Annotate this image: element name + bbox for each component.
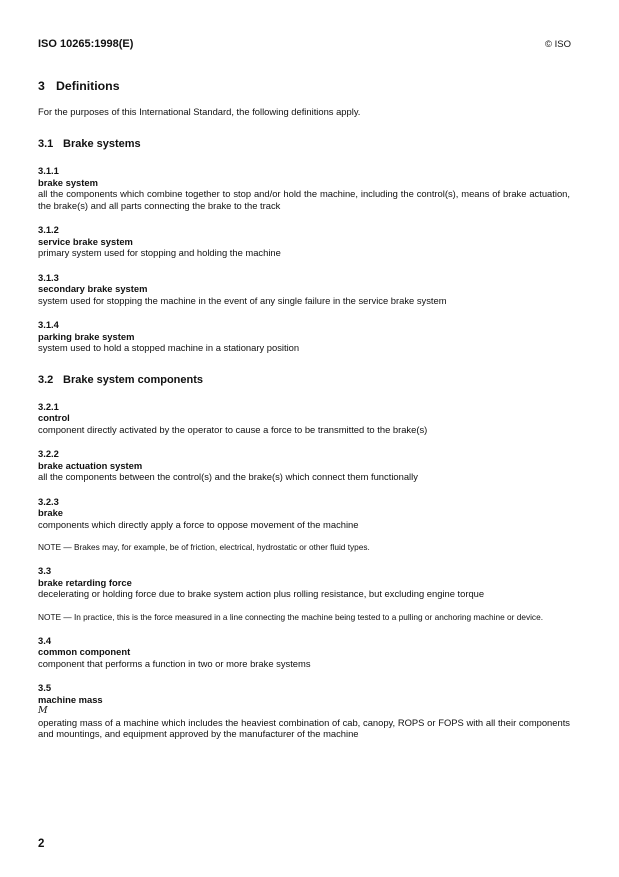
entry-definition: system used for stopping the machine in the event of any single failure in the service brake system xyxy=(38,294,447,306)
page-number: 2 xyxy=(38,838,45,850)
entry-term: brake xyxy=(38,507,64,518)
definition-entry xyxy=(38,635,570,670)
definition-entry xyxy=(38,565,570,600)
note-text: NOTE — Brakes may, for example, be of friction, electrical, hydrostatic or other fluid types. xyxy=(38,542,370,552)
entry-term: brake system xyxy=(38,176,98,188)
definition-entry xyxy=(38,682,570,740)
entry-number: 3.1.2 xyxy=(38,224,59,235)
entry-number: 3.1.1 xyxy=(38,165,59,176)
definition-entry xyxy=(38,496,570,531)
entry-number: 3.1.4 xyxy=(38,319,59,330)
entry-symbol: M xyxy=(38,705,48,716)
definition-entry xyxy=(38,401,570,436)
section-number: 3.1 xyxy=(38,138,54,150)
entry-term: common component xyxy=(38,646,131,657)
entry-term: control xyxy=(38,412,70,423)
entry-number: 3.2.3 xyxy=(38,495,59,507)
page-content xyxy=(38,78,570,740)
note-text: NOTE — In practice, this is the force measured in a line connecting the machine being tested to a pulling or anchoring machine or device. xyxy=(38,611,544,622)
entry-number: 3.4 xyxy=(38,634,52,646)
clause-number: 3 xyxy=(38,79,45,93)
page-header xyxy=(38,38,571,52)
document-id: ISO 10265:1998(E) xyxy=(38,38,134,50)
section-title: Brake system components xyxy=(63,373,203,386)
definition-entry xyxy=(38,272,570,307)
entry-definition: component directly activated by the operator to cause a force to be transmitted to the brake(s) xyxy=(38,423,428,435)
definition-entry xyxy=(38,165,570,211)
section-heading xyxy=(38,137,570,151)
entry-definition: primary system used for stopping and holding the machine xyxy=(38,247,281,258)
entry-number: 3.2.2 xyxy=(38,448,59,459)
entry-number: 3.1.3 xyxy=(38,271,59,283)
entry-definition: operating mass of a machine which includes the heaviest combination of cab, canopy, ROPS or FOPS with all their components and mountings, and equipment approved by the manufacturer of the machine xyxy=(38,716,570,739)
clause-title: Definitions xyxy=(56,79,120,93)
entry-number: 3.2.1 xyxy=(38,400,59,412)
entry-definition: decelerating or holding force due to brake system action plus rolling resistance, but excluding engine torque xyxy=(38,588,485,599)
entry-term: brake actuation system xyxy=(38,459,143,471)
copyright-notice: © ISO xyxy=(544,39,571,50)
definition-entry xyxy=(38,319,570,354)
entry-definition: system used to hold a stopped machine in a stationary position xyxy=(38,342,300,353)
entry-term: machine mass xyxy=(38,693,103,705)
section-number: 3.2 xyxy=(38,373,54,386)
entry-number: 3.3 xyxy=(38,565,52,576)
entry-term: secondary brake system xyxy=(38,283,148,294)
entry-term: brake retarding force xyxy=(38,576,132,588)
entry-definition: components which directly apply a force to oppose movement of the machine xyxy=(38,518,359,530)
section-heading xyxy=(38,373,570,387)
entry-number: 3.5 xyxy=(38,682,52,693)
entry-definition: all the components which combine together to stop and/or hold the machine, including the control(s), means of brake actuation, the brake(s) and all parts connecting the brake to the track xyxy=(38,188,570,211)
entry-definition: component that performs a function in two or more brake systems xyxy=(38,657,311,669)
clause-intro: For the purposes of this International Standard, the following definitions apply. xyxy=(38,106,361,117)
clause-heading xyxy=(38,78,570,94)
definition-entry xyxy=(38,448,570,483)
entry-term: parking brake system xyxy=(38,330,135,342)
entry-term: service brake system xyxy=(38,235,133,247)
definition-entry xyxy=(38,224,570,259)
section-title: Brake systems xyxy=(63,138,141,150)
entry-definition: all the components between the control(s) and the brake(s) which connect them functionally xyxy=(38,471,418,482)
